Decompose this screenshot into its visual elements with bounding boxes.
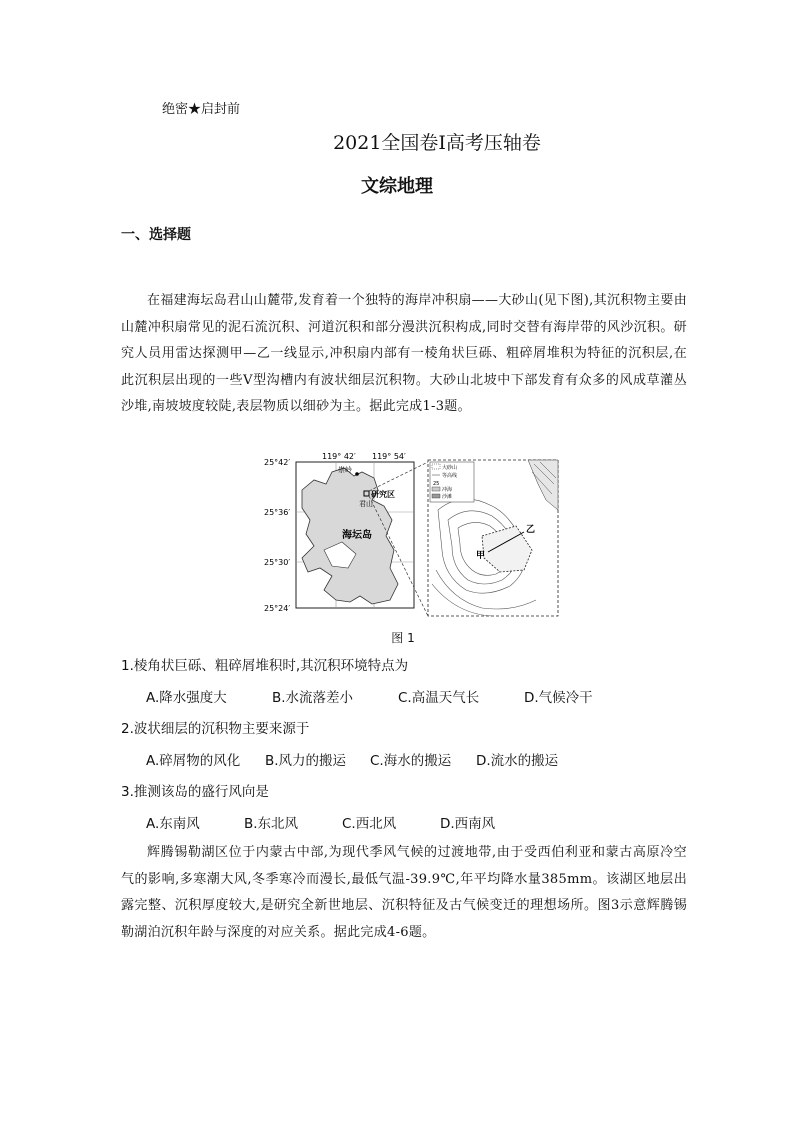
town-label: 崇岭 [338, 466, 352, 474]
section-heading: 一、选择题 [121, 227, 191, 243]
legend-item: 冲海 [442, 487, 453, 493]
question-2-option-a[interactable]: A.碎屑物的风化 [146, 753, 241, 769]
confidential-label: 绝密★启封前 [162, 102, 241, 117]
transect-jia: 甲 [476, 551, 486, 561]
question-1-option-c[interactable]: C.高温天气长 [398, 690, 480, 706]
mountain-label: 君山 [359, 500, 373, 508]
question-3-option-c[interactable]: C.西北风 [342, 816, 397, 832]
lat-label: 25°36′ [264, 508, 291, 517]
island-label: 海坛岛 [342, 530, 372, 541]
legend-item: 等高线 [442, 473, 458, 479]
question-1-option-a[interactable]: A.降水强度大 [146, 690, 227, 706]
question-3-option-b[interactable]: B.东北风 [244, 816, 299, 832]
lat-label: 25°24′ [264, 604, 291, 613]
question-3-stem: 3.推测该岛的盛行风向是 [121, 784, 269, 800]
passage-2: 辉腾锡勒湖区位于内蒙古中部,为现代季风气候的过渡地带,由于受西伯利亚和蒙古高原冷空气的影响,多寒潮大风,冬季寒冷而漫长,最低气温-39.9℃,年平均降水量385mm。该湖区地层出露完整、沉积厚度较大,是研究全新世地层、沉积特征及古气候变迁的理想场所。图3示意辉腾锡勒湖泊沉积年龄与深度的对应关系。据此完成4-6题。 [121, 845, 687, 940]
question-1-option-d[interactable]: D.气候冷干 [524, 690, 593, 706]
question-3-option-d[interactable]: D.西南风 [440, 816, 496, 832]
exam-subtitle: 文综地理 [361, 176, 433, 197]
lat-label: 25°42′ [264, 458, 291, 467]
question-2-option-c[interactable]: C.海水的搬运 [370, 753, 452, 769]
question-2-option-d[interactable]: D.流水的搬运 [476, 753, 559, 769]
exam-title: 2021全国卷Ⅰ高考压轴卷 [333, 132, 541, 154]
legend-item: 25 [433, 481, 440, 487]
question-1-stem: 1.棱角状巨砾、粗碎屑堆积时,其沉积环境特点为 [121, 658, 409, 674]
legend-item: 大砂山 [442, 465, 458, 471]
passage-1: 在福建海坛岛君山山麓带,发育着一个独特的海岸冲积扇——大砂山(见下图),其沉积物主要由山麓冲积扇常见的泥石流沉积、河道沉积和部分漫洪沉积构成,同时交替有海岸带的风沙沉积。研究人员用雷达探测甲—乙一线显示,冲积扇内部有一棱角状巨砾、粗碎屑堆积为特征的沉积层,在此沉积层出现的一些V型沟槽内有波状细层沉积物。大砂山北坡中下部发育有众多的风成草灌丛沙堆,南坡坡度较陡,表层物质以细砂为主。据此完成1-3题。 [121, 293, 687, 414]
figure-caption: 图 1 [391, 631, 415, 645]
study-area-label: 研究区 [371, 490, 395, 499]
lat-label: 25°30′ [264, 558, 291, 567]
figure-1-map [262, 450, 562, 622]
question-2-stem: 2.波状细层的沉积物主要来源于 [121, 721, 310, 737]
lon-label: 119° 54′ [372, 452, 406, 461]
question-2-option-b[interactable]: B.风力的搬运 [265, 753, 347, 769]
question-3-option-a[interactable]: A.东南风 [146, 816, 200, 832]
question-1-option-b[interactable]: B.水流落差小 [272, 690, 354, 706]
legend-item: 沙滩 [442, 494, 453, 500]
transect-yi: 乙 [526, 525, 536, 535]
lon-label: 119° 42′ [322, 452, 356, 461]
